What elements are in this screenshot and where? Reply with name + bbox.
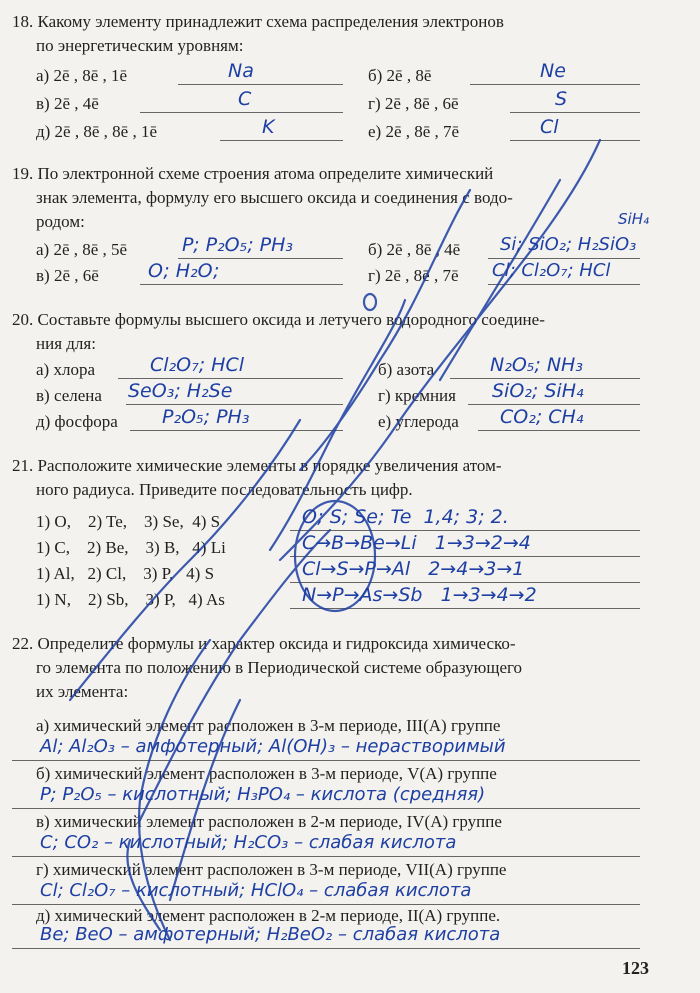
q19-question-line3: родом: bbox=[36, 212, 85, 231]
answer-line bbox=[12, 808, 640, 809]
q20-item-e-label: е) углерода bbox=[378, 412, 459, 431]
q22-item-g-answer: Cl; Cl₂O₇ – кислотный; HClO₄ – слабая кислота bbox=[40, 880, 472, 901]
q21-question-line2: ного радиуса. Приведите последовательность цифр. bbox=[36, 480, 413, 499]
answer-line bbox=[220, 140, 343, 141]
q20-item-v-answer: SeO₃; H₂Se bbox=[128, 380, 233, 402]
q19-item-b-extra: SiH₄ bbox=[618, 210, 649, 228]
q19-item-v-label: в) 2ē , 6ē bbox=[36, 266, 99, 285]
q21-question-line1: 21. Расположите химические элементы в порядке увеличения атом- bbox=[12, 456, 502, 475]
answer-line bbox=[178, 84, 343, 85]
q22-item-a-label: а) химический элемент расположен в 3-м периоде, III(A) группе bbox=[36, 716, 501, 735]
answer-line bbox=[468, 404, 640, 405]
q18-item-a-answer: Na bbox=[228, 60, 254, 82]
answer-line bbox=[140, 284, 343, 285]
q18-item-e-answer: Cl bbox=[540, 116, 559, 138]
q21-item-1-label: 1) O, 2) Te, 3) Se, 4) S bbox=[36, 512, 221, 531]
q21-item-3-answer: Cl→S→P→Al 2→4→3→1 bbox=[302, 558, 525, 580]
q18-item-g-label: г) 2ē , 8ē , 6ē bbox=[368, 94, 459, 113]
q19-question-line2: знак элемента, формулу его высшего оксида и соединения с водо- bbox=[36, 188, 513, 207]
q21-item-3-label: 1) Al, 2) Cl, 3) P, 4) S bbox=[36, 564, 215, 583]
q19-item-b-label: б) 2ē , 8ē , 4ē bbox=[368, 240, 461, 259]
answer-line bbox=[178, 258, 343, 259]
q18-question-line2: по энергетическим уровням: bbox=[36, 36, 244, 55]
q18-item-a-label: а) 2ē , 8ē , 1ē bbox=[36, 66, 128, 85]
answer-line bbox=[510, 112, 640, 113]
q18-item-g-answer: S bbox=[555, 88, 568, 110]
q22-item-b-label: б) химический элемент расположен в 3-м периоде, V(A) группе bbox=[36, 764, 497, 783]
answer-line bbox=[290, 582, 640, 583]
answer-line bbox=[290, 608, 640, 609]
q20-item-a-label: а) хлора bbox=[36, 360, 95, 379]
q20-item-b-label: б) азота bbox=[378, 360, 435, 379]
q19-item-a-label: а) 2ē , 8ē , 5ē bbox=[36, 240, 128, 259]
q22-item-g-label: г) химический элемент расположен в 3-м периоде, VII(A) группе bbox=[36, 860, 507, 879]
q22-item-v-answer: C; CO₂ – кислотный; H₂CO₃ – слабая кислота bbox=[40, 832, 457, 853]
answer-line bbox=[488, 284, 640, 285]
q21-item-4-answer: N→P→As→Sb 1→3→4→2 bbox=[302, 584, 537, 606]
q20-item-g-answer: SiO₂; SiH₄ bbox=[492, 380, 584, 402]
q18-item-d-label: д) 2ē , 8ē , 8ē , 1ē bbox=[36, 122, 157, 141]
q18-item-b-answer: Ne bbox=[540, 60, 566, 82]
answer-line bbox=[478, 430, 640, 431]
q19-item-a-answer: P; P₂O₅; PH₃ bbox=[182, 234, 294, 256]
q20-item-g-label: г) кремния bbox=[378, 386, 456, 405]
answer-line bbox=[450, 378, 640, 379]
q20-item-d-answer: P₂O₅; PH₃ bbox=[162, 406, 250, 428]
q19-item-g-label: г) 2ē , 8ē , 7ē bbox=[368, 266, 459, 285]
q21-item-4-label: 1) N, 2) Sb, 3) P, 4) As bbox=[36, 590, 225, 609]
q19-item-b-answer: Si; SiO₂; H₂SiO₃ bbox=[500, 234, 637, 255]
q20-item-a-answer: Cl₂O₇; HCl bbox=[150, 354, 245, 376]
answer-line bbox=[12, 856, 640, 857]
q20-item-v-label: в) селена bbox=[36, 386, 102, 405]
answer-line bbox=[290, 530, 640, 531]
q21-item-2-label: 1) C, 2) Be, 3) B, 4) Li bbox=[36, 538, 226, 557]
q19-item-v-answer: O; H₂O; bbox=[148, 260, 220, 282]
q18-item-d-answer: K bbox=[262, 116, 275, 138]
q18-item-e-label: е) 2ē , 8ē , 7ē bbox=[368, 122, 460, 141]
q22-question-line2: го элемента по положению в Периодической системе образующего bbox=[36, 658, 523, 677]
answer-line bbox=[488, 258, 640, 259]
q20-item-d-label: д) фосфора bbox=[36, 412, 118, 431]
q22-item-a-answer: Al; Al₂O₃ – амфотерный; Al(OH)₃ – нерастворимый bbox=[40, 736, 506, 757]
answer-line bbox=[140, 112, 343, 113]
q22-item-v-label: в) химический элемент расположен в 2-м периоде, IV(A) группе bbox=[36, 812, 502, 831]
q22-item-d-answer: Be; BeO – амфотерный; H₂BeO₂ – слабая кислота bbox=[40, 924, 501, 945]
q19-item-g-answer: Cl; Cl₂O₇; HCl bbox=[492, 260, 611, 281]
q20-item-b-answer: N₂O₅; NH₃ bbox=[490, 354, 583, 376]
q22-item-d-label: д) химический элемент расположен в 2-м периоде, II(A) группе. bbox=[36, 906, 501, 925]
answer-line bbox=[118, 378, 343, 379]
q22-item-b-answer: P; P₂O₅ – кислотный; H₃PO₄ – кислота (средняя) bbox=[40, 784, 486, 805]
answer-line bbox=[510, 140, 640, 141]
q18-item-v-label: в) 2ē , 4ē bbox=[36, 94, 99, 113]
answer-line bbox=[130, 430, 343, 431]
q21-item-2-answer: C→B→Be→Li 1→3→2→4 bbox=[302, 532, 531, 554]
q18-question-line1: 18. Какому элементу принадлежит схема распределения электронов bbox=[12, 12, 504, 31]
answer-line bbox=[126, 404, 343, 405]
q21-item-1-answer: O; S; Se; Te 1,4; 3; 2. bbox=[302, 506, 509, 528]
q18-item-b-label: б) 2ē , 8ē bbox=[368, 66, 432, 85]
q20-question-line1: 20. Составьте формулы высшего оксида и летучего водородного соедине- bbox=[12, 310, 545, 329]
q19-question-line1: 19. По электронной схеме строения атома определите химический bbox=[12, 164, 494, 183]
answer-line bbox=[12, 760, 640, 761]
q22-question-line3: их элемента: bbox=[36, 682, 129, 701]
answer-line bbox=[290, 556, 640, 557]
answer-line bbox=[470, 84, 640, 85]
answer-line bbox=[12, 948, 640, 949]
q20-item-e-answer: CO₂; CH₄ bbox=[500, 406, 584, 428]
q20-question-line2: ния для: bbox=[36, 334, 96, 353]
q18-item-v-answer: C bbox=[238, 88, 252, 110]
q22-question-line1: 22. Определите формулы и характер оксида и гидроксида химическо- bbox=[12, 634, 516, 653]
answer-line bbox=[12, 904, 640, 905]
page-number: 123 bbox=[622, 958, 649, 978]
